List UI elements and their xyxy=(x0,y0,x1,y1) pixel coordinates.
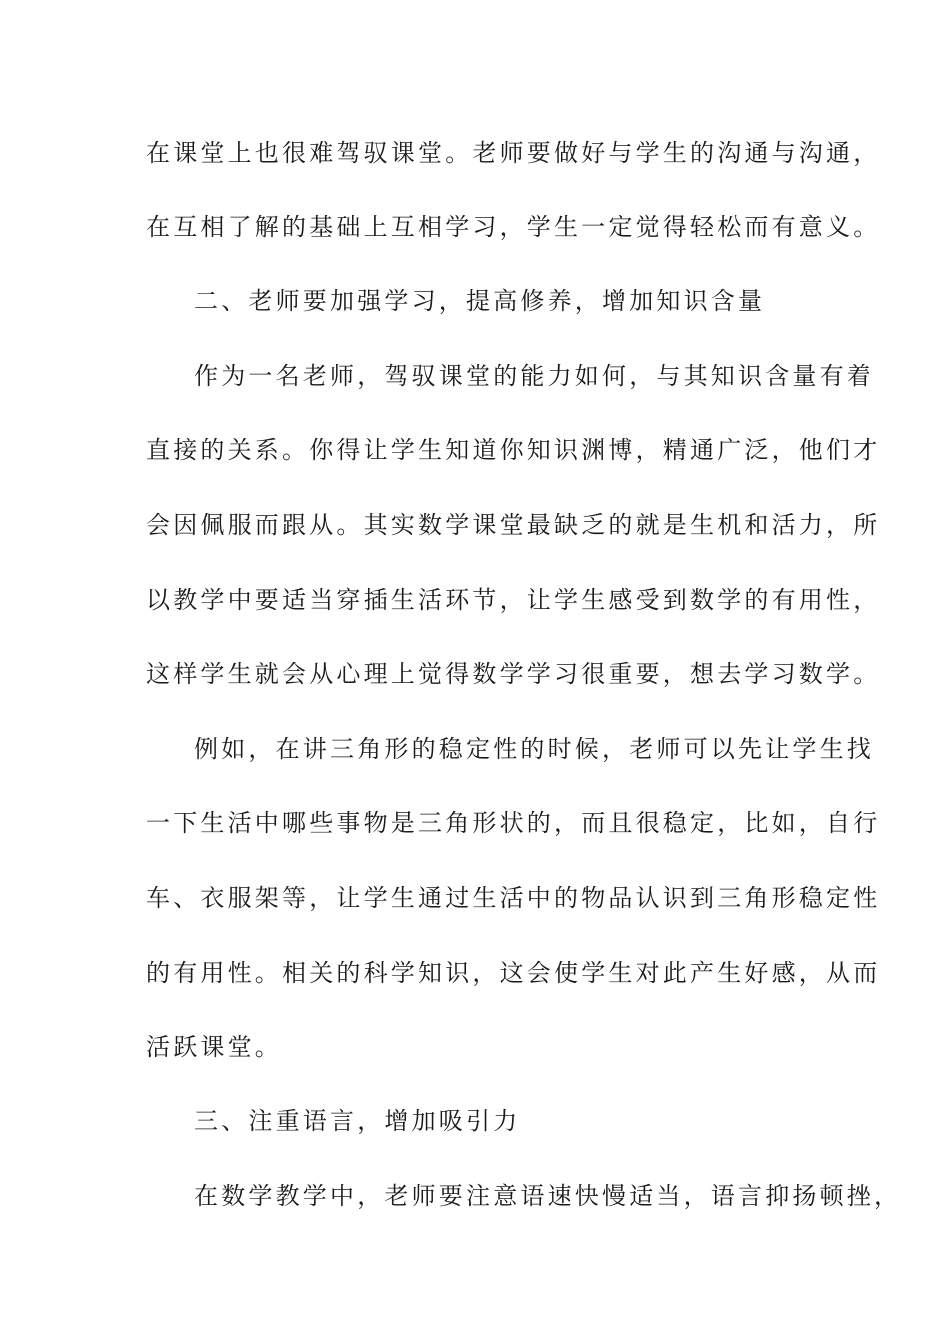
paragraph-line: 在互相了解的基础上互相学习，学生一定觉得轻松而有意义。 xyxy=(146,213,881,241)
paragraph-line: 会因佩服而跟从。其实数学课堂最缺乏的就是生机和活力，所 xyxy=(146,511,881,539)
paragraph-line: 的有用性。相关的科学知识，这会使学生对此产生好感，从而 xyxy=(146,959,881,987)
paragraph-line: 在课堂上也很难驾驭课堂。老师要做好与学生的沟通与沟通， xyxy=(146,139,881,167)
paragraph-line: 以教学中要适当穿插生活环节，让学生感受到数学的有用性， xyxy=(146,586,881,614)
paragraph-line: 例如，在讲三角形的稳定性的时候，老师可以先让学生找 xyxy=(194,735,874,763)
paragraph-line: 在数学教学中，老师要注意语速快慢适当，语言抑扬顿挫， xyxy=(194,1182,902,1210)
section-heading: 二、老师要加强学习，提高修养，增加知识含量 xyxy=(194,287,766,315)
paragraph-line: 活跃课堂。 xyxy=(146,1033,282,1061)
section-heading: 三、注重语言，增加吸引力 xyxy=(194,1107,521,1135)
paragraph-line: 直接的关系。你得让学生知道你知识渊博，精通广泛，他们才 xyxy=(146,436,881,464)
paragraph-line: 一下生活中哪些事物是三角形状的，而且很稳定，比如，自行 xyxy=(146,809,881,837)
paragraph-line: 车、衣服架等，让学生通过生活中的物品认识到三角形稳定性 xyxy=(146,884,881,912)
paragraph-line: 这样学生就会从心理上觉得数学学习很重要，想去学习数学。 xyxy=(146,660,881,688)
paragraph-line: 作为一名老师，驾驭课堂的能力如何，与其知识含量有着 xyxy=(194,362,874,390)
